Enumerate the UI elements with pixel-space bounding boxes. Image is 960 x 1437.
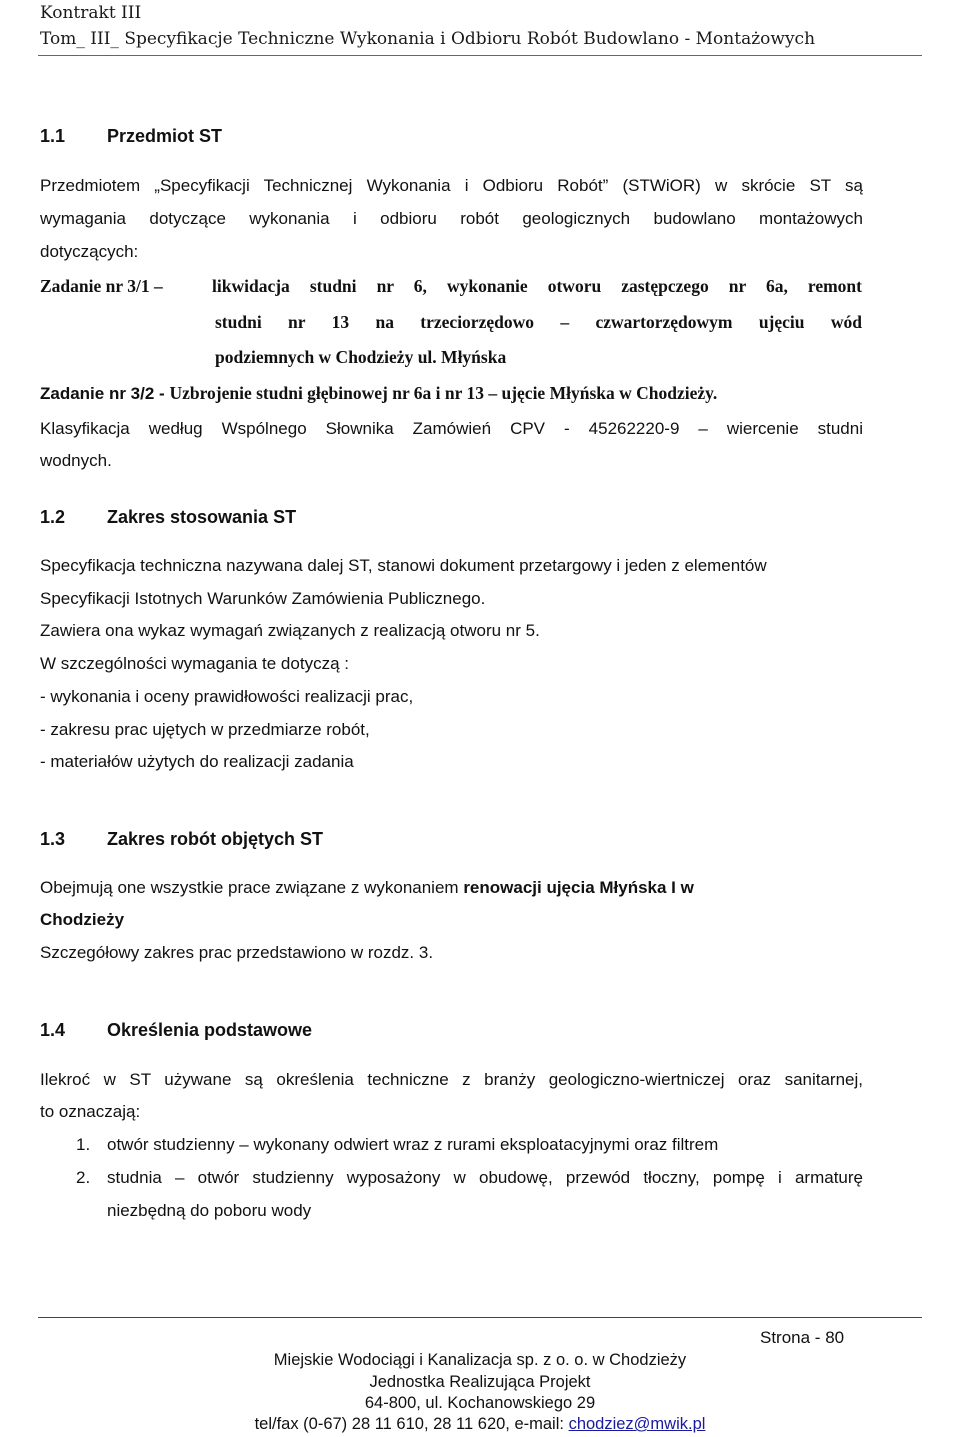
s14-intro-line-2: to oznaczają: [40,1102,141,1121]
cpv-line-1: Klasyfikacja według Wspólnego Słownika Zamówień CPV - 45262220-9 – wiercenie studni [40,419,863,438]
list-number-2: 2. [76,1168,91,1187]
section-1-4-heading: 1.4 Określenia podstawowe [40,1020,313,1040]
list-number-1: 1. [76,1135,91,1154]
header-contract: Kontrakt III [40,3,142,23]
s12-bullet-2: - zakresu prac ujętych w przedmiarze robót, [40,720,370,739]
header-rule [38,55,922,56]
footer-rule [38,1317,922,1318]
list-item-2-line-1: studnia – otwór studzienny wyposażony w obudowę, przewód tłoczny, pompę i armaturę [107,1168,863,1187]
s11-paragraph-line-2: wymagania dotyczące wykonania i odbioru robót geologicznych budowlano montażowych [40,209,863,228]
task-3-1-line-3: podziemnych w Chodzieży ul. Młyńska [215,347,507,367]
task-3-1-label: Zadanie nr 3/1 – [40,276,163,296]
s13-line-3: Szczegółowy zakres prac przedstawiono w rozdz. 3. [40,943,434,962]
task-3-1-line-2: studni nr 13 na trzeciorzędowo – czwartorzędowym ujęciu wód [215,312,862,332]
s12-line-3: Zawiera ona wykaz wymagań związanych z realizacją otworu nr 5. [40,621,540,640]
footer-address: 64-800, ul. Kochanowskiego 29 [364,1394,596,1412]
s11-paragraph-line-3: dotyczących: [40,242,139,261]
footer-unit: Jednostka Realizująca Projekt [369,1373,591,1391]
s12-line-1: Specyfikacja techniczna nazywana dalej ST, stanowi dokument przetargowy i jeden z elementów [40,556,767,575]
s12-line-2: Specyfikacji Istotnych Warunków Zamówienia Publicznego. [40,589,486,608]
task-3-1-line-1: likwidacja studni nr 6, wykonanie otworu zastępczego nr 6a, remont [212,276,862,296]
page-number: Strona - 80 [760,1328,845,1347]
list-item-1: otwór studzienny – wykonany odwiert wraz z rurami eksploatacyjnymi oraz filtrem [107,1135,719,1154]
section-1-2-heading: 1.2 Zakres stosowania ST [40,507,297,527]
s12-bullet-3: - materiałów użytych do realizacji zadania [40,752,354,771]
s12-line-4: W szczególności wymagania te dotyczą : [40,654,349,673]
s14-intro-line-1: Ilekroć w ST używane są określenia techniczne z branży geologiczno-wiertniczej oraz sanitarnej, [40,1070,863,1089]
list-item-2-line-2: niezbędną do poboru wody [107,1201,312,1220]
footer-contact: tel/fax (0-67) 28 11 610, 28 11 620, e-mail: chodziez@mwik.pl [254,1415,706,1433]
footer-email-link[interactable]: chodziez@mwik.pl [568,1415,706,1433]
s11-paragraph-line-1: Przedmiotem „Specyfikacji Technicznej Wykonania i Odbioru Robót” (STWiOR) w skrócie ST są [40,176,863,195]
s12-bullet-1: - wykonania i oceny prawidłowości realizacji prac, [40,687,414,706]
section-1-3-heading: 1.3 Zakres robót objętych ST [40,829,324,849]
task-3-2-line: Zadanie nr 3/2 - Uzbrojenie studni głębinowej nr 6a i nr 13 – ujęcie Młyńska w Chodzieży. [40,383,718,403]
section-1-1-heading: 1.1 Przedmiot ST [40,126,223,146]
document-header [40,0,940,52]
cpv-line-2: wodnych. [40,451,112,470]
s13-line-2: Chodzieży [40,910,125,929]
header-volume-title: Tom_ III_ Specyfikacje Techniczne Wykonania i Odbioru Robót Budowlano - Montażowych [40,29,816,49]
s13-line-1: Obejmują one wszystkie prace związane z wykonaniem renowacji ujęcia Młyńska I w [40,878,694,897]
footer-company: Miejskie Wodociągi i Kanalizacja sp. z o. o. w Chodzieży [273,1351,687,1369]
